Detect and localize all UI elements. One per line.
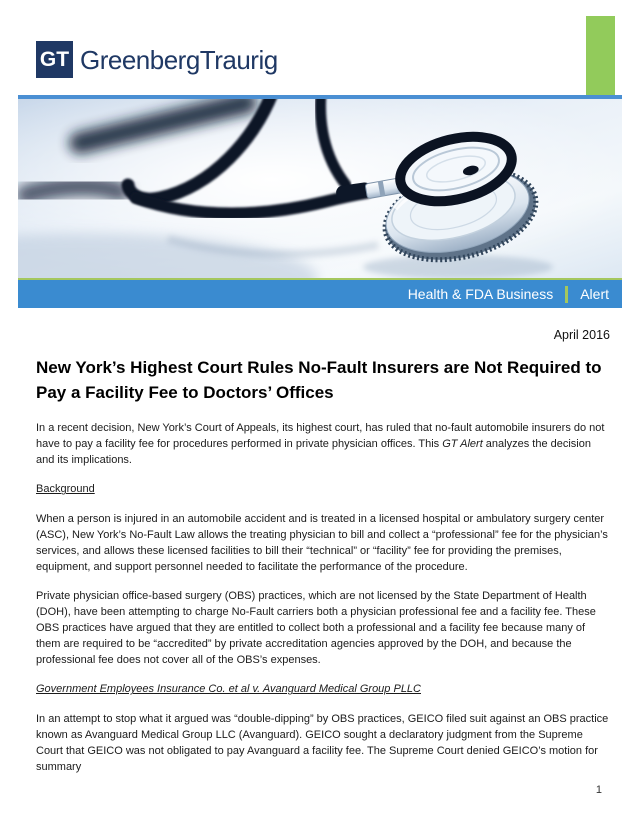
intro-text-before: In a recent decision, New York’s Court of Appeals, its highest court, has ruled that no-fault automobile insurers do not have to pay a facility fee for procedures performed in private physician offices. This <box>36 422 605 450</box>
category-separator <box>565 286 568 303</box>
gt-logo-wordmark: GreenbergTraurig <box>80 45 278 75</box>
article-body <box>36 421 612 789</box>
publication-type-label: Alert <box>580 286 609 302</box>
publication-date: April 2016 <box>553 328 610 342</box>
stethoscope-illustration <box>18 99 622 278</box>
green-accent-block <box>586 16 615 95</box>
stethoscope-photo <box>18 99 622 278</box>
section-heading-background: Background <box>36 483 95 496</box>
paragraph: When a person is injured in an automobile accident and is treated in a licensed hospital or ambulatory surgery center (ASC), New York’s No-Fault Law allows the treating physician to bill and collect a “professional” fee for the physician’s services, and allows these licensed facilities to bill their “technical” or “facility” fee for providing the premises, equipment, and support personnel needed to facilitate the performance of the procedure. <box>36 513 608 573</box>
gt-logo-mark: GT <box>36 41 73 78</box>
article-title: New York’s Highest Court Rules No-Fault Insurers are Not Required to Pay a Facility Fee to Doctors’ Offices <box>36 358 602 402</box>
intro-text-after: analyzes the decision and its implications. <box>36 437 591 466</box>
practice-group-label: Health & FDA Business <box>407 286 554 302</box>
intro-text-italic: GT Alert <box>442 437 483 450</box>
page-number: 1 <box>595 784 602 796</box>
paragraph: Private physician office-based surgery (OBS) practices, which are not licensed by the State Department of Health (DOH), have been attempting to charge No-Fault carriers both a physician professional fee and a facility fee. These OBS practices have argued that they are entitled to collect both a professional and a facility fee because many of them are required to be “accredited” by private accreditation agencies approved by the DOH, and because the professional fee does not cover all of the OBS’s expenses. <box>36 590 596 666</box>
intro-paragraph <box>36 421 612 468</box>
category-bar <box>18 280 622 308</box>
paragraph: In an attempt to stop what it argued was “double-dipping” by OBS practices, GEICO filed suit against an OBS practice known as Avanguard Medical Group LLC (Avanguard). GEICO sought a declaratory judgment from the Supreme Court that GEICO was not obligated to pay Avanguard a facility fee. The Supreme Court denied GEICO’s motion for summary <box>36 713 609 773</box>
section-heading-case-name: Government Employees Insurance Co. et al v. Avanguard Medical Group PLLC <box>36 683 421 696</box>
